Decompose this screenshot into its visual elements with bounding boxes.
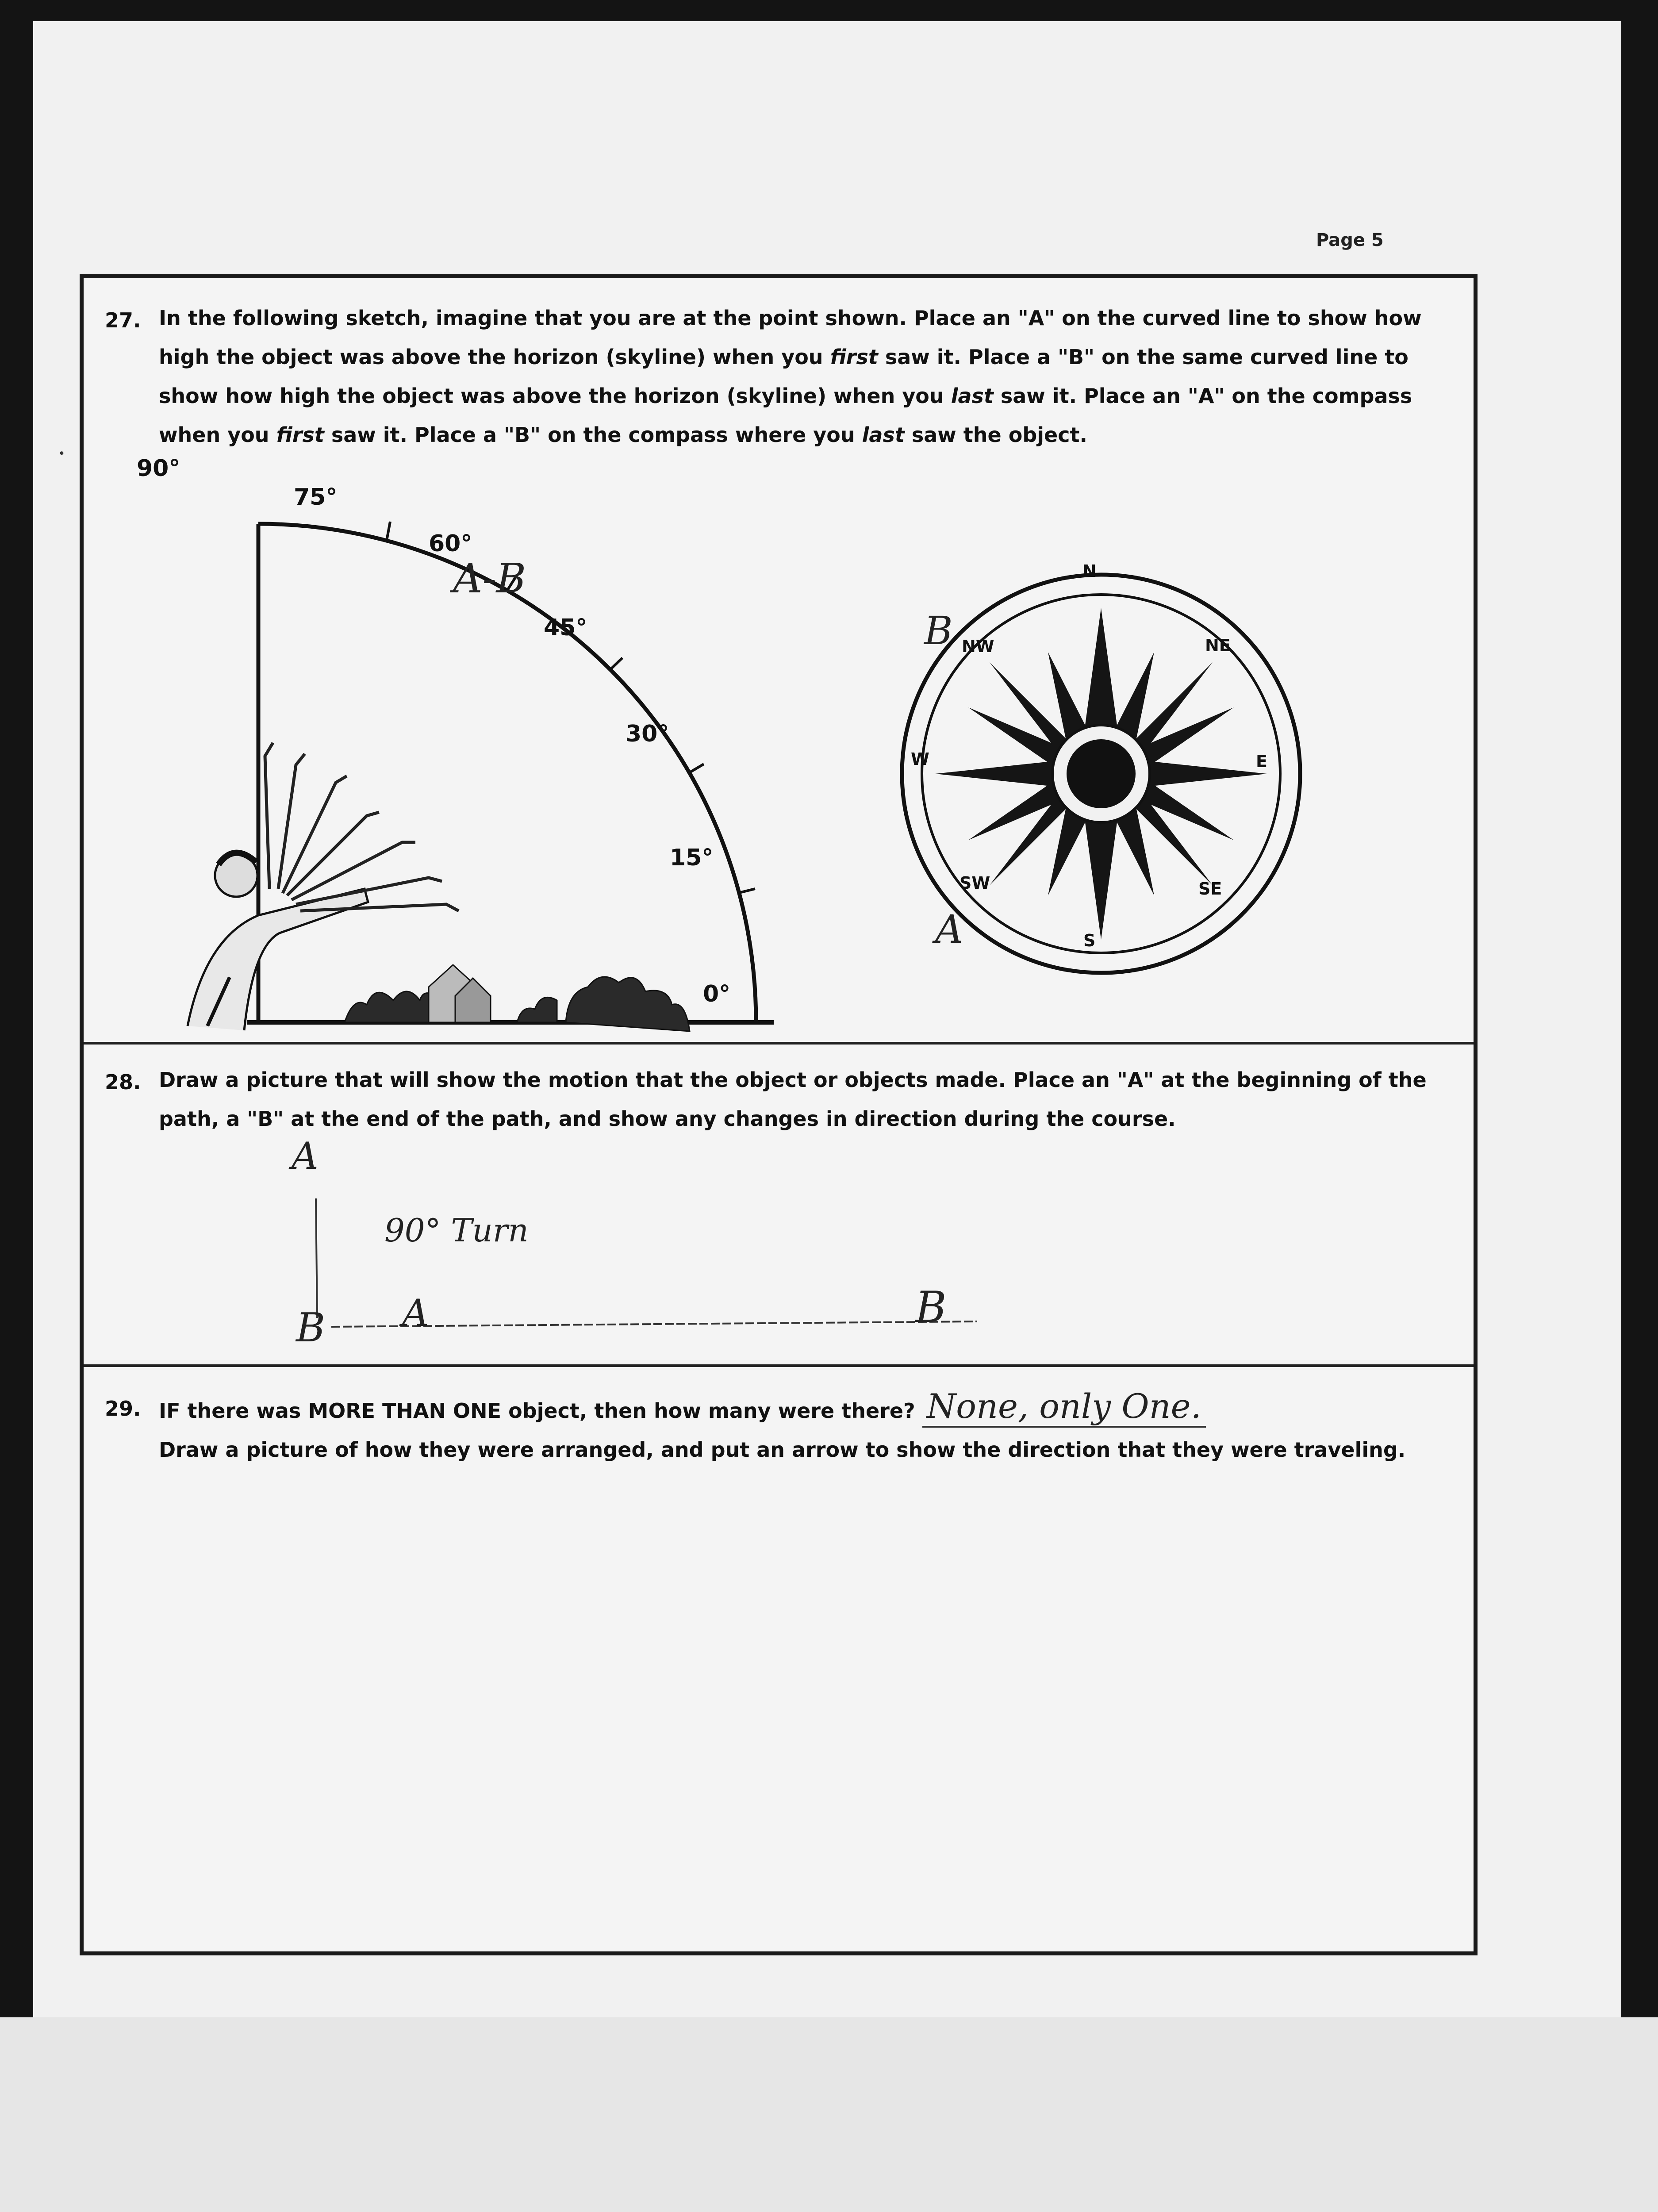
- angle-label-75: 75°: [294, 484, 338, 511]
- compass-label-se: SE: [1198, 879, 1222, 899]
- question-27-text: In the following sketch, imagine that you are at the point shown. Place an "A" on the curved line to show how high the object was above the horizon (skyline) when you first saw it. Place a "B" on the same curved line to show how high the object was above the horizon (skyline) when you last saw it. Place an "A" on the compass when you first saw it. Place a "B" on the compass where you last saw the object.: [159, 306, 1422, 447]
- pointing-arms-sketch: [265, 743, 459, 911]
- motion-path-drawing: [261, 1172, 1013, 1384]
- question-28-text: Draw a picture that will show the motion that the object or objects made. Place an "A" at the beginning of the path, a "B" at the end of the path, and show any changes in direction during the course.: [159, 1068, 1427, 1131]
- handwritten-arc-answer: A-B: [453, 555, 526, 602]
- answer-object-count: None, only One.: [922, 1386, 1206, 1428]
- compass-label-w: W: [911, 749, 929, 769]
- handwritten-path-b-corner: B: [296, 1305, 326, 1351]
- divider-27-28: [84, 1042, 1474, 1045]
- compass-label-nw: NW: [962, 637, 994, 656]
- angle-label-30: 30°: [626, 721, 669, 747]
- question-27-number: 27.: [105, 308, 141, 332]
- compass-label-s: S: [1083, 931, 1096, 950]
- handwritten-path-a-mid: A: [402, 1291, 429, 1335]
- question-29-text: IF there was MORE THAN ONE object, then how many were there? None, only One. Draw a picture of how they were arranged, and put an arrow to show the direction that they were traveling.: [159, 1386, 1406, 1462]
- angle-label-45: 45°: [544, 614, 587, 641]
- angle-label-60: 60°: [429, 530, 472, 557]
- observer-figure: [188, 853, 368, 1030]
- handwritten-path-b-end: B: [915, 1283, 947, 1332]
- handwritten-turn-note: 90° Turn: [384, 1212, 529, 1249]
- compass-label-sw: SW: [959, 873, 990, 893]
- page-number: Page 5: [1316, 230, 1384, 250]
- handwritten-compass-mark-nw: B: [924, 608, 953, 653]
- question-28-number: 28.: [105, 1070, 141, 1094]
- angle-label-90: 90°: [137, 455, 180, 482]
- question-form-box: [80, 274, 1478, 1955]
- question-29-number: 29.: [105, 1397, 141, 1421]
- compass-label-ne: NE: [1205, 636, 1231, 655]
- angle-label-15: 15°: [670, 845, 714, 871]
- margin-scribble: ·: [58, 438, 66, 469]
- handwritten-path-a-start: A: [292, 1134, 319, 1178]
- compass-label-n: N: [1082, 561, 1097, 581]
- elevation-arc-diagram: [146, 464, 809, 1048]
- underlying-page-strip: [0, 2017, 1658, 2212]
- skyline-sketch: [345, 965, 690, 1031]
- angle-label-0: 0°: [703, 981, 731, 1007]
- handwritten-compass-mark-sw: A: [935, 906, 963, 952]
- divider-28-29: [84, 1364, 1474, 1367]
- compass-label-e: E: [1256, 752, 1267, 771]
